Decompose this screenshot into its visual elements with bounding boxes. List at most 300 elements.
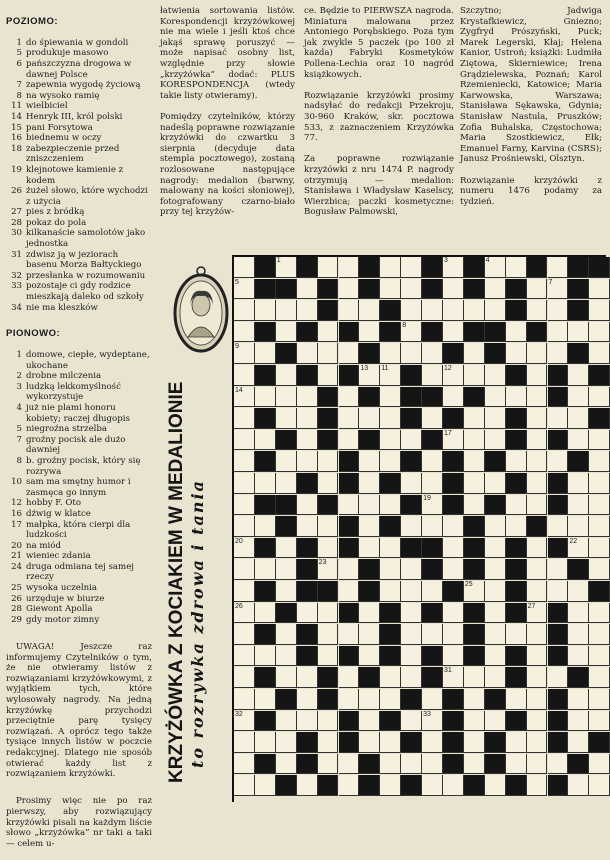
grid-cell[interactable] (380, 775, 401, 796)
grid-cell[interactable] (568, 516, 589, 537)
grid-cell[interactable] (380, 581, 401, 602)
grid-cell[interactable] (464, 711, 485, 732)
clue-number: 11 (11, 101, 22, 112)
grid-cell[interactable] (380, 365, 401, 386)
grid-cell[interactable] (548, 559, 569, 580)
grid-cell[interactable] (318, 754, 339, 775)
grid-cell[interactable] (339, 559, 360, 580)
grid-cell[interactable] (234, 667, 255, 688)
grid-cell[interactable] (589, 322, 610, 343)
grid-cell[interactable] (464, 732, 485, 753)
grid-cell[interactable] (443, 559, 464, 580)
grid-cell[interactable] (339, 754, 360, 775)
grid-cell[interactable] (276, 538, 297, 559)
grid-cell[interactable] (527, 279, 548, 300)
grid-cell[interactable] (380, 559, 401, 580)
grid-cell[interactable] (443, 775, 464, 796)
grid-cell[interactable] (234, 516, 255, 537)
grid-cell[interactable] (255, 300, 276, 321)
grid-cell[interactable] (422, 516, 443, 537)
grid-cell[interactable] (318, 322, 339, 343)
grid-cell[interactable] (276, 732, 297, 753)
grid-cell[interactable] (506, 322, 527, 343)
grid-cell[interactable] (297, 667, 318, 688)
grid-cell[interactable] (527, 430, 548, 451)
grid-cell[interactable] (506, 516, 527, 537)
grid-cell[interactable] (318, 624, 339, 645)
grid-cell[interactable] (276, 581, 297, 602)
grid-cell[interactable] (234, 495, 255, 516)
grid-cell[interactable] (255, 516, 276, 537)
grid-cell[interactable] (464, 667, 485, 688)
grid-cell[interactable] (568, 387, 589, 408)
grid-cell[interactable] (234, 711, 255, 732)
grid-cell[interactable] (527, 451, 548, 472)
grid-cell[interactable] (276, 408, 297, 429)
grid-cell[interactable] (568, 365, 589, 386)
grid-cell[interactable] (401, 300, 422, 321)
grid-cell[interactable] (380, 538, 401, 559)
grid-cell[interactable] (255, 732, 276, 753)
grid-cell[interactable] (276, 365, 297, 386)
grid-cell[interactable] (527, 603, 548, 624)
grid-cell[interactable] (297, 711, 318, 732)
grid-cell[interactable] (422, 775, 443, 796)
grid-cell[interactable] (422, 624, 443, 645)
grid-cell[interactable] (443, 300, 464, 321)
grid-cell[interactable] (589, 279, 610, 300)
grid-cell[interactable] (234, 775, 255, 796)
grid-cell[interactable] (318, 473, 339, 494)
grid-black-cell (589, 581, 610, 602)
grid-cell[interactable] (548, 408, 569, 429)
grid-cell[interactable] (401, 279, 422, 300)
grid-cell[interactable] (568, 689, 589, 710)
grid-cell[interactable] (359, 322, 380, 343)
grid-cell[interactable] (485, 365, 506, 386)
grid-cell[interactable] (485, 300, 506, 321)
grid-cell[interactable] (568, 732, 589, 753)
grid-cell[interactable] (276, 451, 297, 472)
grid-cell[interactable] (255, 775, 276, 796)
grid-cell[interactable] (485, 667, 506, 688)
grid-cell[interactable] (422, 365, 443, 386)
grid-cell[interactable] (255, 430, 276, 451)
grid-cell[interactable] (589, 775, 610, 796)
grid-cell[interactable] (359, 473, 380, 494)
grid-cell[interactable] (255, 646, 276, 667)
grid-cell[interactable] (422, 408, 443, 429)
grid-cell[interactable] (380, 451, 401, 472)
grid-cell[interactable] (589, 343, 610, 364)
grid-cell[interactable] (422, 732, 443, 753)
grid-cell[interactable] (568, 322, 589, 343)
grid-cell[interactable] (443, 322, 464, 343)
grid-cell[interactable] (318, 711, 339, 732)
grid-cell[interactable] (589, 754, 610, 775)
grid-cell[interactable] (443, 516, 464, 537)
grid-cell[interactable] (422, 689, 443, 710)
grid-cell[interactable] (234, 754, 255, 775)
grid-cell[interactable] (234, 322, 255, 343)
grid-cell[interactable] (568, 646, 589, 667)
grid-cell[interactable] (422, 300, 443, 321)
grid-cell[interactable] (380, 257, 401, 278)
grid-cell[interactable] (422, 495, 443, 516)
grid-cell[interactable] (380, 387, 401, 408)
grid-black-cell (464, 322, 485, 343)
grid-cell[interactable] (276, 322, 297, 343)
grid-cell[interactable] (255, 387, 276, 408)
grid-cell[interactable] (527, 300, 548, 321)
grid-cell[interactable] (589, 516, 610, 537)
grid-cell[interactable] (589, 473, 610, 494)
grid-cell[interactable] (401, 473, 422, 494)
grid-cell[interactable] (401, 430, 422, 451)
grid-cell[interactable] (380, 667, 401, 688)
grid-cell[interactable] (234, 365, 255, 386)
grid-cell[interactable] (318, 559, 339, 580)
grid-cell[interactable] (297, 689, 318, 710)
grid-cell[interactable] (548, 516, 569, 537)
grid-cell[interactable] (527, 408, 548, 429)
grid-cell[interactable] (318, 451, 339, 472)
grid-cell[interactable] (568, 408, 589, 429)
grid-cell[interactable] (380, 754, 401, 775)
grid-cell[interactable] (380, 495, 401, 516)
grid-cell[interactable] (276, 667, 297, 688)
grid-cell[interactable] (339, 279, 360, 300)
grid-cell[interactable] (589, 451, 610, 472)
grid-cell[interactable] (443, 667, 464, 688)
grid-cell[interactable] (318, 732, 339, 753)
grid-cell[interactable] (548, 257, 569, 278)
grid-cell[interactable] (359, 624, 380, 645)
grid-cell[interactable] (234, 624, 255, 645)
grid-cell[interactable] (339, 300, 360, 321)
grid-cell[interactable] (339, 430, 360, 451)
grid-cell[interactable] (464, 581, 485, 602)
grid-cell[interactable] (297, 495, 318, 516)
grid-cell[interactable] (527, 559, 548, 580)
grid-cell[interactable] (568, 603, 589, 624)
grid-cell[interactable] (234, 538, 255, 559)
grid-cell[interactable] (276, 473, 297, 494)
grid-cell[interactable] (527, 732, 548, 753)
grid-cell[interactable] (422, 473, 443, 494)
grid-cell[interactable] (276, 711, 297, 732)
grid-cell[interactable] (380, 343, 401, 364)
grid-cell[interactable] (464, 300, 485, 321)
grid-cell[interactable] (485, 473, 506, 494)
grid-cell[interactable] (464, 365, 485, 386)
grid-cell[interactable] (234, 257, 255, 278)
grid-cell[interactable] (527, 387, 548, 408)
grid-cell[interactable] (589, 624, 610, 645)
grid-cell[interactable] (548, 451, 569, 472)
grid-cell[interactable] (548, 667, 569, 688)
grid-cell[interactable] (359, 408, 380, 429)
grid-cell[interactable] (506, 754, 527, 775)
grid-black-cell (359, 430, 380, 451)
grid-cell[interactable] (506, 343, 527, 364)
grid-cell[interactable] (548, 581, 569, 602)
grid-cell[interactable] (339, 387, 360, 408)
grid-cell[interactable] (527, 624, 548, 645)
grid-cell[interactable] (318, 538, 339, 559)
grid-cell[interactable] (297, 300, 318, 321)
grid-cell[interactable] (401, 322, 422, 343)
grid-cell[interactable] (527, 775, 548, 796)
grid-cell[interactable] (339, 775, 360, 796)
grid-cell[interactable] (527, 667, 548, 688)
grid-cell[interactable] (234, 343, 255, 364)
grid-cell[interactable] (234, 451, 255, 472)
grid-cell[interactable] (339, 689, 360, 710)
grid-cell[interactable] (318, 365, 339, 386)
grid-cell[interactable] (485, 257, 506, 278)
grid-cell[interactable] (589, 430, 610, 451)
grid-cell[interactable] (527, 646, 548, 667)
grid-cell[interactable] (359, 603, 380, 624)
grid-cell[interactable] (527, 538, 548, 559)
grid-cell[interactable] (485, 430, 506, 451)
grid-cell[interactable] (568, 624, 589, 645)
grid-cell[interactable] (297, 430, 318, 451)
grid-cell[interactable] (380, 279, 401, 300)
grid-cell[interactable] (318, 343, 339, 364)
grid-cell[interactable] (401, 711, 422, 732)
grid-cell[interactable] (527, 581, 548, 602)
grid-cell[interactable] (485, 516, 506, 537)
grid-cell[interactable] (568, 711, 589, 732)
grid-cell[interactable] (339, 343, 360, 364)
grid-cell[interactable] (589, 538, 610, 559)
grid-cell[interactable] (443, 387, 464, 408)
grid-number: 20 (235, 537, 243, 545)
grid-cell[interactable] (506, 624, 527, 645)
grid-cell[interactable] (380, 408, 401, 429)
grid-cell[interactable] (276, 257, 297, 278)
grid-cell[interactable] (527, 365, 548, 386)
grid-cell[interactable] (276, 754, 297, 775)
grid-cell[interactable] (568, 775, 589, 796)
grid-cell[interactable] (297, 775, 318, 796)
grid-cell[interactable] (485, 408, 506, 429)
grid-cell[interactable] (234, 387, 255, 408)
grid-cell[interactable] (443, 257, 464, 278)
grid-cell[interactable] (359, 365, 380, 386)
grid-cell[interactable] (234, 559, 255, 580)
grid-cell[interactable] (339, 667, 360, 688)
grid-cell[interactable] (464, 689, 485, 710)
grid-cell[interactable] (443, 538, 464, 559)
grid-cell[interactable] (527, 754, 548, 775)
grid-cell[interactable] (297, 343, 318, 364)
grid-cell[interactable] (527, 495, 548, 516)
grid-cell[interactable] (464, 495, 485, 516)
grid-cell[interactable] (422, 581, 443, 602)
grid-cell[interactable] (339, 624, 360, 645)
grid-cell[interactable] (401, 646, 422, 667)
grid-cell[interactable] (234, 473, 255, 494)
grid-cell[interactable] (234, 732, 255, 753)
grid-cell[interactable] (506, 689, 527, 710)
grid-cell[interactable] (401, 257, 422, 278)
grid-cell[interactable] (568, 430, 589, 451)
grid-cell[interactable] (255, 559, 276, 580)
grid-cell[interactable] (464, 343, 485, 364)
grid-cell[interactable] (276, 387, 297, 408)
grid-cell[interactable] (297, 516, 318, 537)
grid-cell[interactable] (234, 300, 255, 321)
grid-cell[interactable] (589, 711, 610, 732)
grid-cell[interactable] (380, 689, 401, 710)
grid-cell[interactable] (255, 473, 276, 494)
grid-cell[interactable] (380, 430, 401, 451)
grid-cell[interactable] (589, 646, 610, 667)
grid-cell[interactable] (485, 581, 506, 602)
grid-cell[interactable] (485, 646, 506, 667)
grid-cell[interactable] (527, 689, 548, 710)
grid-cell[interactable] (297, 603, 318, 624)
grid-cell[interactable] (359, 495, 380, 516)
grid-cell[interactable] (339, 408, 360, 429)
grid-cell[interactable] (568, 495, 589, 516)
grid-cell[interactable] (359, 646, 380, 667)
grid-cell[interactable] (485, 538, 506, 559)
grid-cell[interactable] (485, 624, 506, 645)
grid-cell[interactable] (339, 257, 360, 278)
grid-cell[interactable] (422, 343, 443, 364)
grid-cell[interactable] (464, 754, 485, 775)
grid-cell[interactable] (548, 279, 569, 300)
grid-cell[interactable] (548, 754, 569, 775)
grid-cell[interactable] (506, 387, 527, 408)
grid-cell[interactable] (589, 667, 610, 688)
grid-cell[interactable] (506, 257, 527, 278)
grid-cell[interactable] (464, 430, 485, 451)
grid-cell[interactable] (276, 559, 297, 580)
grid-cell[interactable] (485, 603, 506, 624)
grid-cell[interactable] (234, 279, 255, 300)
grid-cell[interactable] (589, 689, 610, 710)
grid-cell[interactable] (485, 279, 506, 300)
grid-cell[interactable] (234, 603, 255, 624)
grid-cell[interactable] (548, 300, 569, 321)
grid-cell[interactable] (589, 495, 610, 516)
grid-cell[interactable] (589, 603, 610, 624)
grid-cell[interactable] (401, 754, 422, 775)
grid-cell[interactable] (401, 667, 422, 688)
grid-cell[interactable] (443, 646, 464, 667)
grid-cell[interactable] (255, 603, 276, 624)
grid-cell[interactable] (506, 495, 527, 516)
grid-cell[interactable] (589, 300, 610, 321)
grid-cell[interactable] (234, 408, 255, 429)
grid-cell[interactable] (276, 300, 297, 321)
grid-cell[interactable] (401, 581, 422, 602)
grid-cell[interactable] (339, 581, 360, 602)
grid-cell[interactable] (359, 711, 380, 732)
grid-cell[interactable] (464, 408, 485, 429)
grid-cell[interactable] (297, 408, 318, 429)
grid-cell[interactable] (297, 279, 318, 300)
grid-cell[interactable] (568, 538, 589, 559)
grid-cell[interactable] (506, 451, 527, 472)
grid-cell[interactable] (401, 516, 422, 537)
grid-cell[interactable] (401, 559, 422, 580)
grid-cell[interactable] (527, 343, 548, 364)
grid-cell[interactable] (527, 711, 548, 732)
poziomo-header: POZIOMO: (6, 15, 59, 27)
grid-cell[interactable] (359, 689, 380, 710)
grid-cell[interactable] (276, 624, 297, 645)
grid-cell[interactable] (485, 711, 506, 732)
grid-cell[interactable] (443, 603, 464, 624)
grid-cell[interactable] (401, 624, 422, 645)
grid-cell[interactable] (339, 495, 360, 516)
grid-cell[interactable] (359, 451, 380, 472)
grid-cell[interactable] (359, 732, 380, 753)
grid-cell[interactable] (255, 689, 276, 710)
grid-cell[interactable] (443, 365, 464, 386)
grid-black-cell (276, 343, 297, 364)
grid-cell[interactable] (464, 451, 485, 472)
grid-cell[interactable] (318, 603, 339, 624)
grid-cell[interactable] (485, 387, 506, 408)
grid-cell[interactable] (506, 732, 527, 753)
grid-cell[interactable] (234, 581, 255, 602)
grid-cell[interactable] (422, 754, 443, 775)
grid-cell[interactable] (234, 430, 255, 451)
grid-cell[interactable] (443, 430, 464, 451)
grid-cell[interactable] (359, 538, 380, 559)
grid-cell[interactable] (276, 646, 297, 667)
grid-cell[interactable] (359, 516, 380, 537)
clue-text: gdy motor zimny (26, 614, 100, 625)
grid-cell[interactable] (443, 624, 464, 645)
grid-cell[interactable] (255, 343, 276, 364)
grid-cell[interactable] (318, 257, 339, 278)
grid-cell[interactable] (234, 646, 255, 667)
grid-cell[interactable] (485, 559, 506, 580)
grid-cell[interactable] (485, 775, 506, 796)
grid-cell[interactable] (380, 732, 401, 753)
grid-cell[interactable] (548, 322, 569, 343)
grid-cell[interactable] (548, 343, 569, 364)
grid-cell[interactable] (422, 451, 443, 472)
grid-cell[interactable] (527, 473, 548, 494)
pionowo-clue (6, 456, 152, 477)
grid-cell[interactable] (589, 559, 610, 580)
grid-cell[interactable] (568, 581, 589, 602)
grid-cell[interactable] (464, 473, 485, 494)
clue-number: 14 (11, 111, 22, 122)
grid-cell[interactable] (297, 451, 318, 472)
grid-cell[interactable] (589, 387, 610, 408)
grid-cell[interactable] (401, 603, 422, 624)
grid-cell[interactable] (422, 711, 443, 732)
grid-cell[interactable] (234, 689, 255, 710)
grid-cell[interactable] (359, 300, 380, 321)
grid-cell[interactable] (318, 646, 339, 667)
grid-cell[interactable] (401, 343, 422, 364)
grid-cell[interactable] (297, 387, 318, 408)
grid-cell[interactable] (318, 516, 339, 537)
grid-cell[interactable] (443, 279, 464, 300)
grid-cell[interactable] (568, 473, 589, 494)
